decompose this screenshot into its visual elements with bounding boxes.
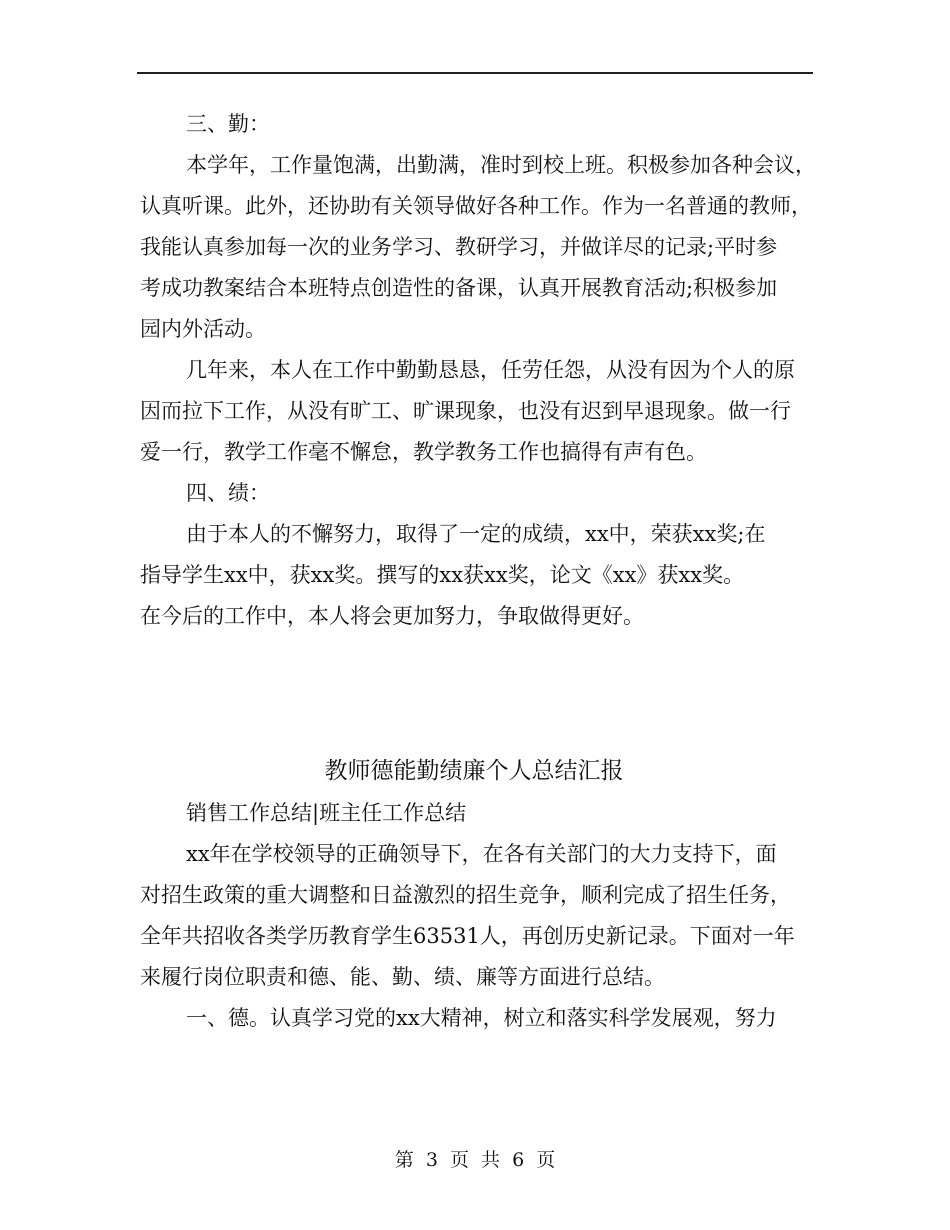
paragraph-line: 一、德。认真学习党的xx大精神，树立和落实科学发展观，努力 [186,1006,777,1030]
paragraph-line: 考成功教案结合本班特点创造性的备课，认真开展教育活动;积极参加 [140,276,778,300]
paragraph-line: 本学年，工作量饱满，出勤满，准时到校上班。积极参加各种会议， [186,153,816,177]
footer-page-word: 页 [449,1149,469,1171]
footer-total-prefix: 共 [481,1149,501,1171]
article-title: 教师德能勤绩廉个人总结汇报 [324,758,624,784]
paragraph-line: 来履行岗位职责和德、能、勤、绩、廉等方面进行总结。 [140,965,665,989]
paragraph-line: 对招生政策的重大调整和日益激烈的招生竞争，顺利完成了招生任务， [140,883,791,907]
paragraph-line: 因而拉下工作，从没有旷工、旷课现象，也没有迟到早退现象。做一行 [140,399,791,423]
paragraph-line: 认真听课。此外，还协助有关领导做好各种工作。作为一名普通的教师， [140,194,812,218]
paragraph-line: 在今后的工作中，本人将会更加努力，争取做得更好。 [140,604,644,628]
section-heading-ji: 四、绩： [186,481,270,505]
footer-total-pages: 6 [512,1149,525,1171]
footer-prefix: 第 [394,1149,414,1171]
paragraph-line: 几年来，本人在工作中勤勤恳恳，任劳任怨，从没有因为个人的原 [186,358,795,382]
related-links[interactable]: 销售工作总结|班主任工作总结 [186,801,467,825]
footer-current-page: 3 [425,1149,438,1171]
paragraph-line: 由于本人的不懈努力，取得了一定的成绩，xx中，荣获xx奖;在 [186,522,766,546]
paragraph-line: 指导学生xx中，获xx奖。撰写的xx获xx奖，论文《xx》获xx奖。 [140,563,745,587]
page-footer [0,1145,950,1175]
paragraph-line: 我能认真参加每一次的业务学习、教研学习，并做详尽的记录;平时参 [140,235,778,259]
paragraph-line: 园内外活动。 [140,317,266,341]
footer-suffix: 页 [536,1149,556,1171]
header-rule [137,72,813,74]
paragraph-line: 爱一行，教学工作毫不懈怠，教学教务工作也搞得有声有色。 [140,440,707,464]
paragraph-line: 全年共招收各类学历教育学生63531人，再创历史新记录。下面对一年 [140,924,795,948]
section-heading-qin: 三、勤： [186,112,270,136]
paragraph-line: xx年在学校领导的正确领导下，在各有关部门的大力支持下，面 [186,842,777,866]
section-gap [140,637,808,749]
document-body [140,104,816,1039]
